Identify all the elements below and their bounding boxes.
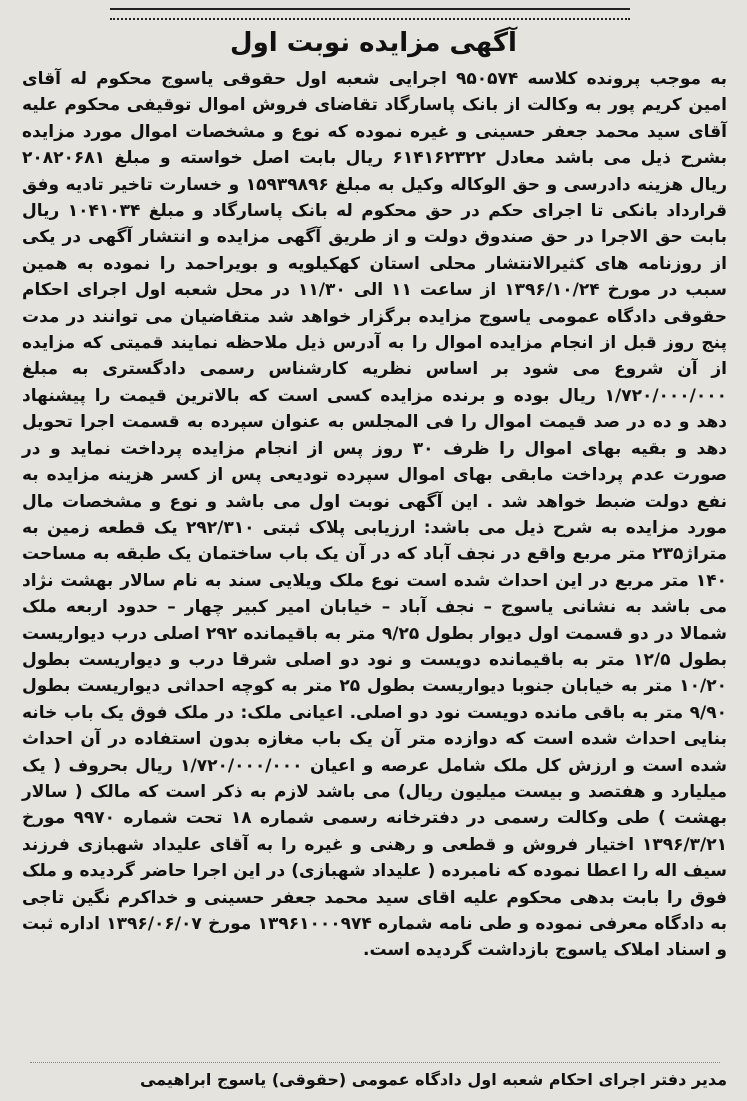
notice-signature: مدیر دفتر اجرای احکام شعبه اول دادگاه عمومی (حقوقی) یاسوج ابراهیمی (139, 1070, 727, 1089)
bottom-divider (30, 1062, 720, 1063)
notice-body: به موجب پرونده کلاسه ۹۵۰۵۷۴ اجرایی شعبه اول حقوقی یاسوج محکوم له آقای امین کریم پور به وکالت از بانک پاسارگاد تقاضای فروش اموال توقیفی محکوم علیه آقای سید محمد جعفر حسینی و غیره نموده که نوع و مشخصات اموال مورد مزایده بشرح ذیل می باشد معادل ۶۱۴۱۶۲۳۲۲ ریال بابت اصل خواسته و مبلغ ۲۰۸۲۰۶۸۱ ریال هزینه دادرسی و حق الوکاله وکیل به مبلغ ۱۵۹۳۹۸۹۶ و خسارت تاخیر تادیه وفق قرارداد بانکی تا اجرای حکم در حق محکوم له بانک پاسارگاد و مبلغ ۱۰۴۱۰۳۴ ریال بابت حق الاجرا در حق صندوق دولت و از طریق آگهی مزایده و انتشار آگهی در یکی از روزنامه های کثیرالانتشار محلی استان کهکیلویه و بویراحمد را نموده به همین سبب در مورخ ۱۳۹۶/۱۰/۲۴ از ساعت ۱۱ الی ۱۱/۳۰ در محل شعبه اول اجرای احکام حقوقی دادگاه عمومی یاسوج مزایده برگزار خواهد شد متقاضیان می توانند در مدت پنج روز قبل از انجام مزایده اموال را به آدرس ذیل ملاحظه نمایند قمیتی که مزایده از آن شروع می شود بر اساس نظریه کارشناس رسمی دادگستری به مبلغ ۱/۷۲۰/۰۰۰/۰۰۰ ریال بوده و برنده مزایده کسی است که بالاترین قیمت را پیشنهاد دهد و ده در صد قیمت اموال را فی المجلس به عنوان سپرده به قسمت اجرا تحویل دهد و بقیه بهای اموال را ظرف ۳۰ روز پس از انجام مزایده پرداخت نماید و در صورت عدم پرداخت مابقی بهای اموال سپرده تودیعی پس از کسر هزینه مزایده به نفع دولت ضبط خواهد شد . این آگهی نوبت اول می باشد و نوع و مشخصات مال مورد مزایده به شرح ذیل می باشد: ارزیابی پلاک ثبتی ۲۹۲/۳۱۰ یک قطعه زمین به متراژ۲۳۵ متر مربع واقع در نجف آباد که در آن یک باب ساختمان یک طبقه به مساحت ۱۴۰ متر مربع در این احداث شده است نوع ملک ویلایی سند به نام سالار بهشت نژاد می باشد به نشانی یاسوج – نجف آباد – خیابان امیر کبیر چهار – حدود اربعه ملک شمالا در دو قسمت اول دیوار بطول ۹/۲۵ متر به باقیمانده ۲۹۲ اصلی درب دیواریست بطول ۱۲/۵ متر به باقیمانده دویست و نود دو اصلی شرقا درب و دیواریست بطول ۱۰/۲۰ متر به خیابان جنوبا دیواریست بطول ۲۵ متر به کوچه احداثی دیواریست بطول ۹/۹۰ متر به باقی مانده دویست نود دو اصلی. اعیانی ملک: در ملک فوق یک باب خانه بنایی احداث شده است که دوازده متر آن یک باب مغازه بدون استفاده در آن احداث شده است و ارزش کل ملک شامل عرصه و اعیان ۱/۷۲۰/۰۰۰/۰۰۰ ریال بحروف ( یک میلیارد و هفتصد و بیست میلیون ریال) می باشد لازم به ذکر است که مالک ( سالار بهشت ) طی وکالت رسمی در دفترخانه رسمی شماره ۱۸ تحت شماره ۹۹۷۰ مورخ ۱۳۹۶/۳/۲۱ اختیار فروش و قطعی و رهنی و غیره را به آقای علیداد شهبازی فرزند سیف اله را اعطا نموده که نامبرده ( علیداد شهبازی) در این اجرا حاضر گردیده و ملک فوق را بابت بدهی محکوم علیه اقای سید محمد جعفر حسینی و خداکرم نگین تاجی به دادگاه معرفی نموده و طی نامه شماره ۱۳۹۶۱۰۰۰۹۷۴ مورخ ۱۳۹۶/۰۶/۰۷ اداره ثبت و اسناد املاک یاسوج بازداشت گردیده است. (22, 69, 728, 961)
top-border-rule (110, 8, 630, 20)
notice-title: آگهی مزایده نوبت اول (230, 28, 517, 58)
